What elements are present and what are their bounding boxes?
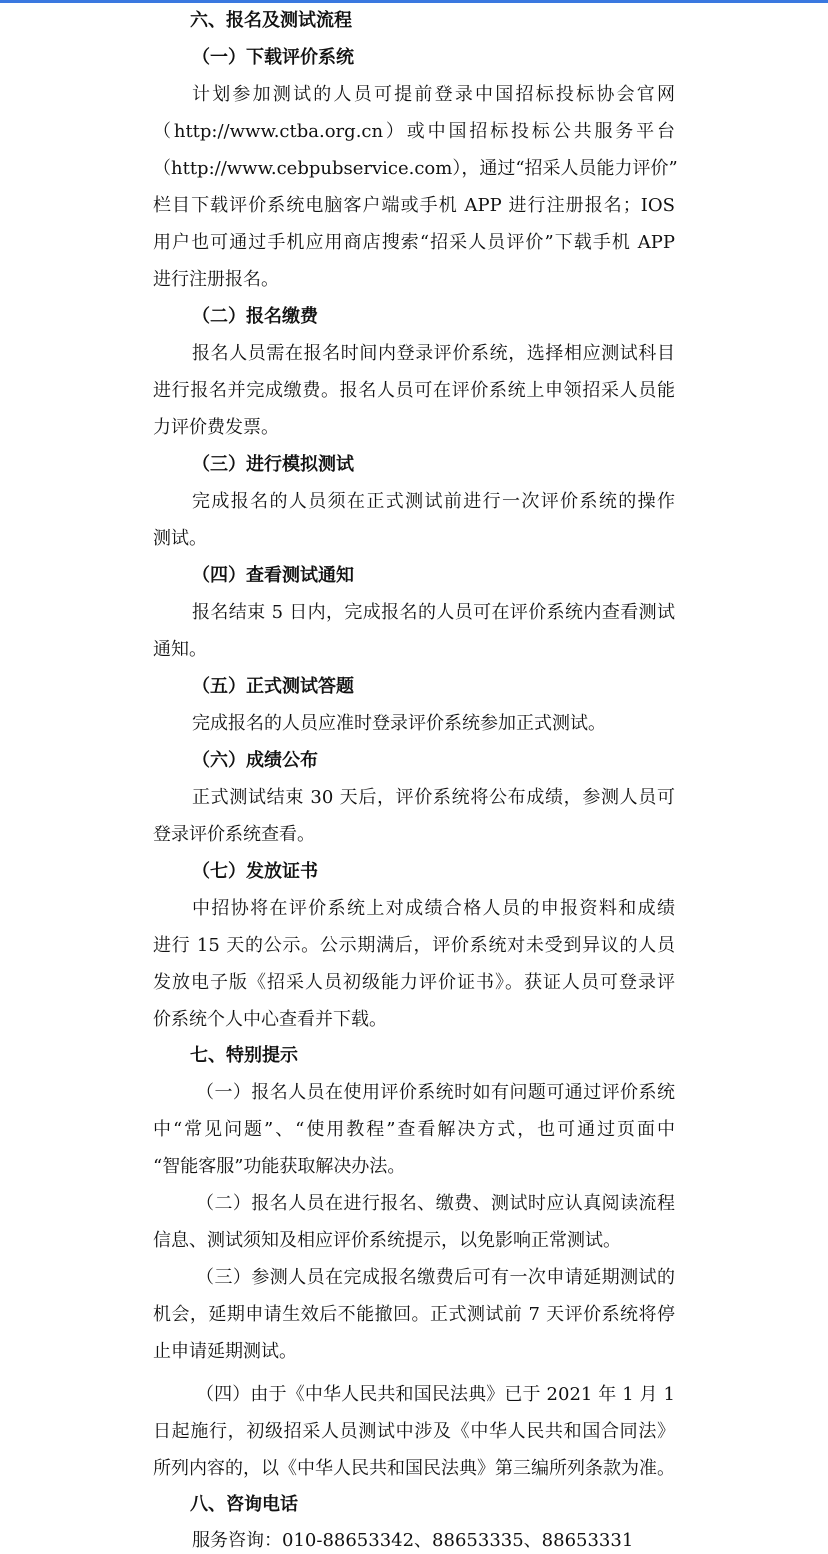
text-line: 中招协将在评价系统上对成绩合格人员的申报资料和成绩	[192, 898, 675, 919]
text-line: “智能客服”功能获取解决办法。	[153, 1156, 406, 1177]
text-line: 登录评价系统查看。	[153, 824, 315, 845]
text-line: 中“常见问题”、“使用教程”查看解决方式，也可通过页面中	[153, 1119, 675, 1140]
section-6-6-heading: （六）成绩公布	[192, 750, 318, 771]
text-line: （一）报名人员在使用评价系统时如有问题可通过评价系统	[196, 1082, 675, 1103]
section-6-7-heading: （七）发放证书	[192, 861, 318, 882]
text-line: 日起施行，初级招采人员测试中涉及《中华人民共和国合同法》	[153, 1421, 675, 1442]
text-line: 正式测试结束 30 天后，评价系统将公布成绩，参测人员可	[192, 787, 675, 808]
section-7-heading: 七、特别提示	[190, 1045, 298, 1066]
section-6-3-heading: （三）进行模拟测试	[192, 454, 354, 475]
consultation-phone: 服务咨询：010-88653342、88653335、88653331	[192, 1530, 634, 1551]
text-line: 完成报名的人员应准时登录评价系统参加正式测试。	[192, 713, 606, 734]
text-line: 所列内容的，以《中华人民共和国民法典》第三编所列条款为准。	[153, 1458, 675, 1479]
text-line: 测试。	[153, 528, 207, 549]
section-6-4-heading: （四）查看测试通知	[192, 565, 354, 586]
text-line: 进行 15 天的公示。公示期满后，评价系统对未受到异议的人员	[153, 935, 675, 956]
text-line: 价系统个人中心查看并下载。	[153, 1009, 387, 1030]
text-line: 完成报名的人员须在正式测试前进行一次评价系统的操作	[192, 491, 675, 512]
text-line: 报名人员需在报名时间内登录评价系统，选择相应测试科目	[192, 343, 675, 364]
section-6-2-heading: （二）报名缴费	[192, 306, 318, 327]
section-6-heading: 六、报名及测试流程	[190, 10, 352, 31]
text-line: 机会，延期申请生效后不能撤回。正式测试前 7 天评价系统将停	[153, 1304, 675, 1325]
section-8-heading: 八、咨询电话	[190, 1494, 298, 1515]
text-line: 用户也可通过手机应用商店搜索“招采人员评价”下载手机 APP	[153, 232, 675, 253]
text-line: 进行注册报名。	[153, 269, 279, 290]
text-line: 力评价费发票。	[153, 417, 279, 438]
text-line: （四）由于《中华人民共和国民法典》已于 2021 年 1 月 1	[196, 1384, 675, 1405]
top-accent-bar	[0, 0, 828, 3]
text-line: 止申请延期测试。	[153, 1341, 297, 1362]
text-line: （三）参测人员在完成报名缴费后可有一次申请延期测试的	[196, 1267, 675, 1288]
text-line: 栏目下载评价系统电脑客户端或手机 APP 进行注册报名；IOS	[153, 195, 675, 216]
text-line: 进行报名并完成缴费。报名人员可在评价系统上申领招采人员能	[153, 380, 675, 401]
text-line: 发放电子版《招采人员初级能力评价证书》。获证人员可登录评	[153, 972, 675, 993]
section-6-5-heading: （五）正式测试答题	[192, 676, 354, 697]
text-line: （http://www.cebpubservice.com），通过“招采人员能力评价”	[153, 158, 678, 179]
text-line: （二）报名人员在进行报名、缴费、测试时应认真阅读流程	[196, 1193, 675, 1214]
section-6-1-heading: （一）下载评价系统	[192, 47, 354, 68]
text-line: （http://www.ctba.org.cn）或中国招标投标公共服务平台	[153, 121, 675, 142]
text-line: 通知。	[153, 639, 207, 660]
text-line: 报名结束 5 日内，完成报名的人员可在评价系统内查看测试	[192, 602, 675, 623]
text-line: 信息、测试须知及相应评价系统提示，以免影响正常测试。	[153, 1230, 621, 1251]
text-line: 计划参加测试的人员可提前登录中国招标投标协会官网	[192, 84, 675, 105]
